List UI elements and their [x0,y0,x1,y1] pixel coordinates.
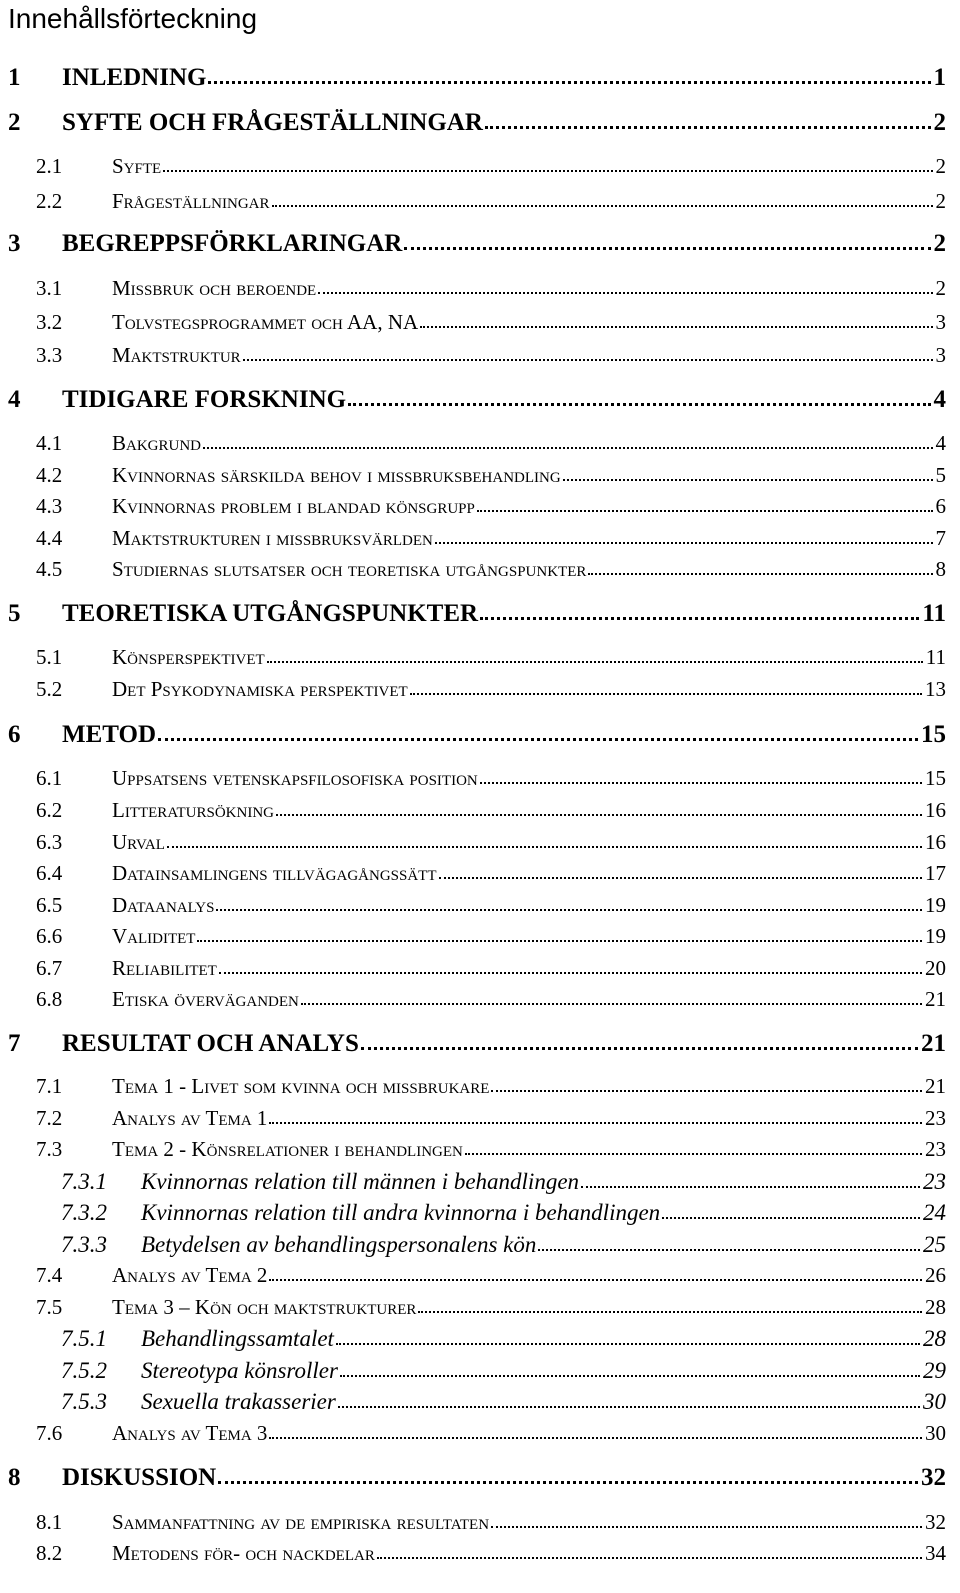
toc-entry-page: 19 [925,893,946,917]
toc-entry-page: 2 [935,154,946,178]
toc-entry-page: 5 [935,463,946,487]
toc-entry-page: 29 [923,1358,946,1383]
toc-entry[interactable] [0,310,960,335]
toc-entry[interactable] [0,64,960,92]
toc-entry-title: Behandlingssamtalet [141,1326,334,1351]
toc-entry-number: 4 [8,386,21,413]
toc-entry-title: Sexuella trakasserier [141,1389,336,1414]
dot-leader [480,617,919,620]
toc-entry-title: Bakgrund [112,431,202,455]
toc-entry-page: 24 [923,1200,946,1225]
toc-entry-title: DISKUSSION [62,1464,217,1491]
dot-leader [465,1153,922,1155]
toc-entry[interactable] [0,189,960,214]
toc-entry-title: Maktstruktur [112,343,241,367]
dot-leader [243,359,933,361]
toc-entry-page: 32 [925,1510,946,1534]
toc-entry[interactable] [0,494,960,519]
toc-entry-title: Analys av Tema 3 [112,1421,268,1445]
toc-entry-title: Syfte [112,154,162,178]
toc-entry-page: 3 [935,310,946,334]
toc-entry-title: RESULTAT OCH ANALYS [62,1030,359,1057]
toc-entry-number: 6.6 [36,924,63,948]
dot-leader [338,1406,920,1408]
toc-entry[interactable] [0,230,960,258]
dot-leader [197,940,922,942]
toc-entry[interactable] [0,276,960,301]
toc-entry-title: Tema 2 - Könsrelationer i behandlingen [112,1137,463,1161]
toc-entry[interactable] [0,1358,960,1384]
toc-entry-page: 8 [935,557,946,581]
toc-entry-number: 3.3 [36,343,63,367]
dot-leader [588,573,932,575]
toc-entry[interactable] [0,1510,960,1535]
toc-entry-title: Betydelsen av behandlingspersonalens kön [141,1232,537,1257]
toc-entry-number: 2.2 [36,189,63,213]
toc-entry-number: 7.5 [36,1295,63,1319]
toc-entry-page: 32 [921,1464,946,1491]
toc-entry-number: 5.1 [36,645,63,669]
toc-entry-page: 1 [933,64,946,91]
toc-entry-title: Analys av Tema 2 [112,1263,268,1287]
toc-entry-title: Datainsamlingens tillvägagångssätt [112,861,437,885]
toc-entry[interactable] [0,645,960,670]
toc-entry-title: Könsperspektivet [112,645,265,669]
toc-entry-number: 4.1 [36,431,63,455]
toc-entry-title: Litteratursökning [112,798,274,822]
toc-entry-number: 4.5 [36,557,63,581]
toc-entry-page: 34 [925,1541,946,1565]
toc-entry-number: 6.4 [36,861,63,885]
toc-entry-page: 15 [925,766,946,790]
dot-leader [208,81,930,84]
toc-entry-title: Kvinnornas särskilda behov i missbruksbehandling [112,463,561,487]
toc-entry-number: 6.1 [36,766,63,790]
toc-entry[interactable] [0,1389,960,1415]
toc-entry-page: 21 [925,987,946,1011]
dot-leader [361,1047,918,1050]
dot-leader [269,1279,922,1281]
toc-entry[interactable] [0,154,960,179]
toc-entry-title: Missbruk och beroende [112,276,317,300]
toc-entry[interactable] [0,987,960,1012]
toc-entry-page: 17 [925,861,946,885]
toc-entry[interactable] [0,830,960,855]
toc-entry-number: 6.5 [36,893,63,917]
dot-leader [435,542,933,544]
toc-entry-number: 4.4 [36,526,63,550]
toc-entry-title: TIDIGARE FORSKNING [62,386,347,413]
toc-entry-page: 15 [921,721,946,748]
toc-entry-page: 23 [925,1137,946,1161]
toc-entry-number: 7.5.2 [61,1358,107,1383]
dot-leader [662,1217,920,1219]
toc-entry-page: 2 [935,276,946,300]
toc-entry-title: INLEDNING [62,64,207,91]
toc-entry-number: 7.6 [36,1421,63,1445]
toc-entry-title: Tolvstegsprogrammet och AA, NA [112,310,419,334]
dot-leader [216,909,922,911]
toc-entry-number: 7.3.2 [61,1200,107,1225]
toc-entry[interactable] [0,893,960,918]
dot-leader [163,170,932,172]
toc-entry-title: Kvinnornas relation till andra kvinnorna i behandlingen [141,1200,661,1225]
toc-entry-number: 6.8 [36,987,63,1011]
dot-leader [267,661,923,663]
dot-leader [563,479,933,481]
toc-entry-title: Validitet [112,924,196,948]
toc-entry-number: 3.2 [36,310,63,334]
dot-leader [158,738,918,741]
toc-entry[interactable] [0,721,960,749]
toc-entry-title: METOD [62,721,156,748]
toc-entry-title: Maktstrukturen i missbruksvärlden [112,526,433,550]
toc-heading: Innehållsförteckning [8,3,258,34]
dot-leader [485,126,931,129]
dot-leader [203,447,932,449]
toc-entry-page: 30 [925,1421,946,1445]
toc-entry-number: 4.2 [36,463,63,487]
toc-entry[interactable] [0,600,960,628]
toc-entry-number: 6.2 [36,798,63,822]
dot-leader [269,1122,922,1124]
toc-entry[interactable] [0,1169,960,1195]
toc-entry-page: 6 [935,494,946,518]
toc-entry[interactable] [0,1263,960,1288]
toc-entry[interactable] [0,1030,960,1058]
toc-entry[interactable] [0,1200,960,1226]
toc-entry[interactable] [0,798,960,823]
toc-entry-page: 26 [925,1263,946,1287]
toc-entry[interactable] [0,1326,960,1352]
dot-leader [477,510,933,512]
dot-leader [218,1481,918,1484]
toc-entry[interactable] [0,1232,960,1258]
toc-entry-title: Tema 3 – Kön och maktstrukturer [112,1295,417,1319]
dot-leader [491,1526,922,1528]
toc-entry-title: SYFTE OCH FRÅGESTÄLLNINGAR [62,109,483,136]
toc-entry[interactable] [0,343,960,368]
toc-entry-page: 4 [935,431,946,455]
toc-entry-page: 3 [935,343,946,367]
toc-entry-title: Dataanalys [112,893,215,917]
toc-entry-title: Frågeställningar [112,189,270,213]
toc-entry-number: 1 [8,64,21,91]
toc-entry[interactable] [0,431,960,456]
toc-entry-number: 7.1 [36,1074,63,1098]
toc-entry-number: 7.2 [36,1106,63,1130]
toc-entry-title: Etiska överväganden [112,987,299,1011]
dot-leader [348,403,930,406]
toc-entry[interactable] [0,557,960,582]
toc-entry-number: 6.3 [36,830,63,854]
toc-entry-title: Uppsatsens vetenskapsfilosofiska position [112,766,478,790]
toc-entry-number: 7.3 [36,1137,63,1161]
toc-entry-title: Urval [112,830,165,854]
toc-entry[interactable] [0,1106,960,1131]
dot-leader [439,877,923,879]
dot-leader [491,1090,922,1092]
toc-entry-title: Tema 1 - Livet som kvinna och missbrukare [112,1074,490,1098]
toc-entry[interactable] [0,956,960,981]
toc-entry-number: 6 [8,721,21,748]
toc-entry-number: 2.1 [36,154,63,178]
toc-entry-page: 7 [935,526,946,550]
toc-entry-number: 7.5.3 [61,1389,107,1414]
toc-entry[interactable] [0,526,960,551]
toc-entry-page: 2 [933,230,946,257]
dot-leader [336,1343,920,1345]
dot-leader [377,1557,922,1559]
toc-entry[interactable] [0,924,960,949]
toc-entry-page: 11 [925,645,946,669]
toc-entry-number: 3.1 [36,276,63,300]
toc-entry-page: 21 [925,1074,946,1098]
toc-entry-page: 16 [925,798,946,822]
toc-entry-title: BEGREPPSFÖRKLARINGAR [62,230,403,257]
toc-entry[interactable] [0,1137,960,1162]
dot-leader [581,1186,920,1188]
toc-entry-page: 25 [923,1232,946,1257]
toc-entry-number: 7.4 [36,1263,63,1287]
toc-entry-title: Analys av Tema 1 [112,1106,268,1130]
toc-entry-number: 5.2 [36,677,63,701]
toc-entry-title: Stereotypa könsroller [141,1358,338,1383]
dot-leader [276,814,922,816]
toc-entry-number: 2 [8,109,21,136]
dot-leader [318,292,932,294]
toc-entry-page: 20 [925,956,946,980]
toc-entry-title: TEORETISKA UTGÅNGSPUNKTER [62,600,479,627]
dot-leader [272,205,933,207]
toc-entry[interactable] [0,1421,960,1446]
toc-entry[interactable] [0,463,960,488]
toc-entry-page: 23 [923,1169,946,1194]
toc-entry-page: 16 [925,830,946,854]
toc-entry[interactable] [0,386,960,414]
toc-entry-page: 2 [935,189,946,213]
toc-entry-page: 28 [925,1295,946,1319]
toc-entry-title: Studiernas slutsatser och teoretiska utgångspunkter [112,557,587,581]
toc-entry-number: 7.3.3 [61,1232,107,1257]
dot-leader [301,1003,922,1005]
toc-entry[interactable] [0,766,960,791]
dot-leader [219,972,922,974]
toc-entry-title: Kvinnornas problem i blandad könsgrupp [112,494,475,518]
toc-entry[interactable] [0,109,960,137]
toc-entry-title: Det Psykodynamiska perspektivet [112,677,408,701]
toc-entry[interactable] [0,1464,960,1492]
toc-entry-number: 8.1 [36,1510,63,1534]
dot-leader [480,782,922,784]
dot-leader [167,846,922,848]
toc-entry-page: 11 [922,600,946,627]
toc-entry-number: 6.7 [36,956,63,980]
toc-entry[interactable] [0,1541,960,1566]
toc-entry-number: 4.3 [36,494,63,518]
dot-leader [269,1437,922,1439]
toc-entry-page: 4 [933,386,946,413]
toc-entry-title: Sammanfattning av de empiriska resultaten [112,1510,490,1534]
toc-entry-number: 3 [8,230,21,257]
dot-leader [418,1311,922,1313]
toc-entry-page: 30 [923,1389,946,1414]
toc-entry-page: 23 [925,1106,946,1130]
toc-entry-page: 2 [933,109,946,136]
toc-entry-number: 7.3.1 [61,1169,107,1194]
dot-leader [410,693,922,695]
toc-entry-title: Reliabilitet [112,956,217,980]
toc-entry-number: 8.2 [36,1541,63,1565]
dot-leader [538,1249,920,1251]
toc-entry-number: 8 [8,1464,21,1491]
toc-entry[interactable] [0,1295,960,1320]
toc-entry-page: 21 [921,1030,946,1057]
toc-entry-page: 13 [925,677,946,701]
toc-entry[interactable] [0,861,960,886]
toc-entry[interactable] [0,677,960,702]
toc-entry-page: 19 [925,924,946,948]
dot-leader [420,326,932,328]
toc-entry-title: Metodens för- och nackdelar [112,1541,375,1565]
toc-entry-number: 7 [8,1030,21,1057]
toc-entry-number: 7.5.1 [61,1326,107,1351]
toc-entry-title: Kvinnornas relation till männen i behandlingen [141,1169,580,1194]
dot-leader [340,1375,920,1377]
toc-entry-number: 5 [8,600,21,627]
toc-entry[interactable] [0,1074,960,1099]
dot-leader [404,247,930,250]
toc-entry-page: 28 [923,1326,946,1351]
